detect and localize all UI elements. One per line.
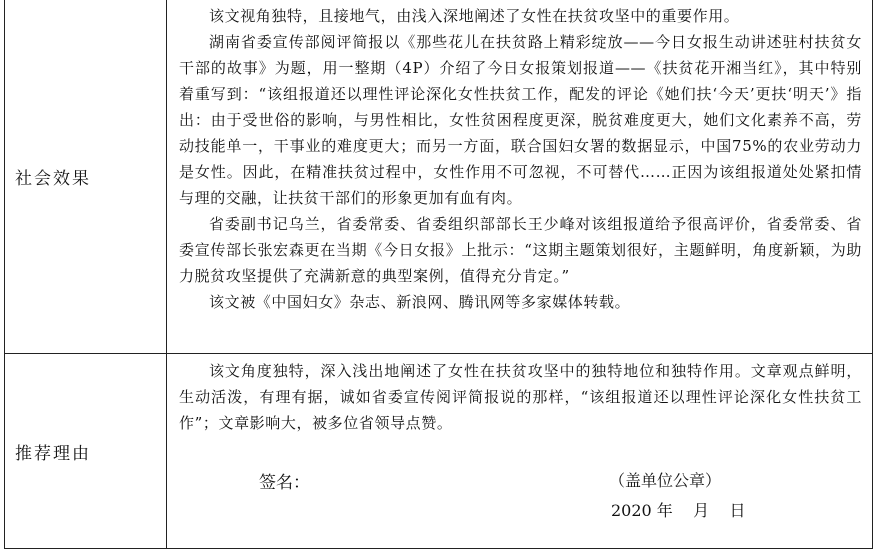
recommendation-content: [167, 354, 873, 549]
social-effect-label: 社会效果: [5, 0, 167, 354]
recommendation-form-table: [4, 0, 873, 549]
signature-area: [179, 436, 862, 546]
social-effect-row: [5, 0, 873, 354]
stamp-label: （盖单位公章）: [609, 471, 722, 490]
social-effect-paragraph-4: 该文被《中国妇女》杂志、新浪网、腾讯网等多家媒体转载。: [209, 293, 631, 311]
recommendation-paragraph-1: 该文角度独特，深入浅出地阐述了女性在扶贫攻坚中的独特地位和独特作用。文章观点鲜明，生动活泼，有理有据，诚如省委宣传阅评简报说的那样，“该组报道还以理性评论深化女性扶贫工作”；文章影响大，被多位省领导点赞。: [179, 362, 862, 432]
social-effect-paragraph-3: 省委副书记乌兰，省委常委、省委组织部部长王少峰对该组报道给予很高评价，省委常委、省委宣传部长张宏森更在当期《今日女报》上批示：“这期主题策划很好，主题鲜明，角度新颖，为助力脱贫攻坚提供了充满新意的典型案例，值得充分肯定。”: [179, 215, 862, 285]
social-effect-paragraph-1: 该文视角独特，且接地气，由浅入深地阐述了女性在扶贫攻坚中的重要作用。: [209, 7, 740, 25]
signature-label: 签名：: [259, 473, 310, 493]
social-effect-paragraph-2: 湖南省委宣传部阅评简报以《那些花儿在扶贫路上精彩绽放——今日女报生动讲述驻村扶贫女干部的故事》为题，用一整期（4P）介绍了今日女报策划报道——《扶贫花开湘当红》，其中特别着重写到：“该组报道还以理性评论深化女性扶贫工作，配发的评论《她们扶‘今天’更扶‘明天’》指出：由于受世俗的影响，与男性相比，女性贫困程度更深，脱贫难度更大，她们文化素养不高，劳动技能单一，干事业的难度更大；而另一方面，联合国妇女署的数据显示，中国75%的农业劳动力是女性。因此，在精准扶贫过程中，女性作用不可忽视，不可替代……正因为该组报道处处紧扣情与理的交融，让扶贫干部们的形象更加有血有肉。: [179, 33, 862, 207]
date-line: 2020 年 月 日: [611, 501, 746, 520]
social-effect-content: [167, 0, 873, 354]
recommendation-row: [5, 354, 873, 549]
recommendation-label: 推荐理由: [5, 354, 167, 549]
